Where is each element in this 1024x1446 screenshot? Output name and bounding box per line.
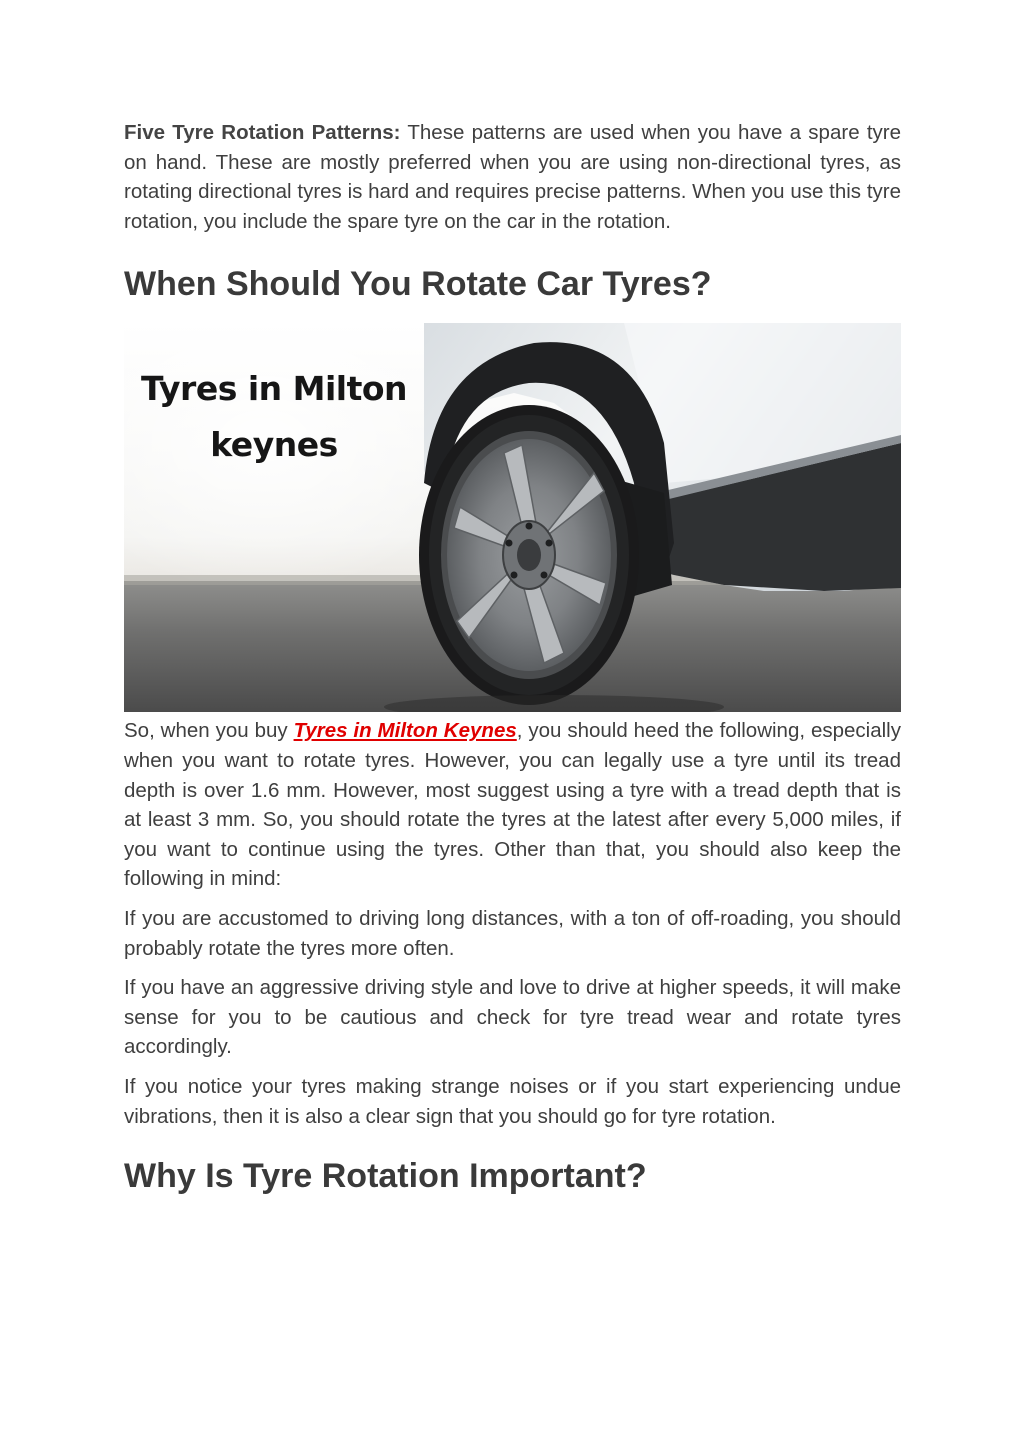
para1-before: So, when you buy — [124, 719, 294, 743]
buy-tyres-paragraph — [124, 716, 901, 894]
intro-label: Five Tyre Rotation Patterns: — [124, 121, 401, 144]
image-caption-line2: keynes — [210, 425, 338, 465]
section-heading-why: Why Is Tyre Rotation Important? — [124, 1157, 647, 1196]
tyre-hero-image — [124, 323, 901, 712]
intro-text: These patterns are used when you have a spare tyre on hand. These are mostly preferred when you are using non-directional tyres, as rotating directional tyres is hard and requires precise patterns. When you use this tyre rotation, you include the spare tyre on the car in the rotation. — [124, 121, 902, 233]
long-distance-paragraph: If you are accustomed to driving long distances, with a ton of off-roading, you should probably rotate the tyres more often. — [124, 906, 901, 960]
strange-noises-paragraph: If you notice your tyres making strange noises or if you start experiencing undue vibrations, then it is also a clear sign that you should go for tyre rotation. — [124, 1074, 901, 1128]
section-heading-when: When Should You Rotate Car Tyres? — [124, 265, 712, 304]
para1-after: , you should heed the following, especially when you want to rotate tyres. However, you can legally use a tyre until its tread depth is over 1.6 mm. However, most suggest using a tyre with a tread depth that is at least 3 mm. So, you should rotate the tyres at the latest after every 5,000 miles, if you want to continue using the tyres. Other than that, you should also keep the following in mind: — [124, 719, 901, 891]
aggressive-driving-paragraph: If you have an aggressive driving style and love to drive at higher speeds, it will make sense for you to be cautious and check for tyre tread wear and rotate tyres accordingly. — [124, 976, 901, 1059]
tyres-milton-keynes-link[interactable]: Tyres in Milton Keynes — [293, 719, 517, 743]
document-page — [124, 118, 901, 1196]
intro-paragraph — [124, 118, 901, 236]
image-caption-line1: Tyres in Milton — [140, 369, 408, 409]
image-caption — [124, 361, 424, 473]
